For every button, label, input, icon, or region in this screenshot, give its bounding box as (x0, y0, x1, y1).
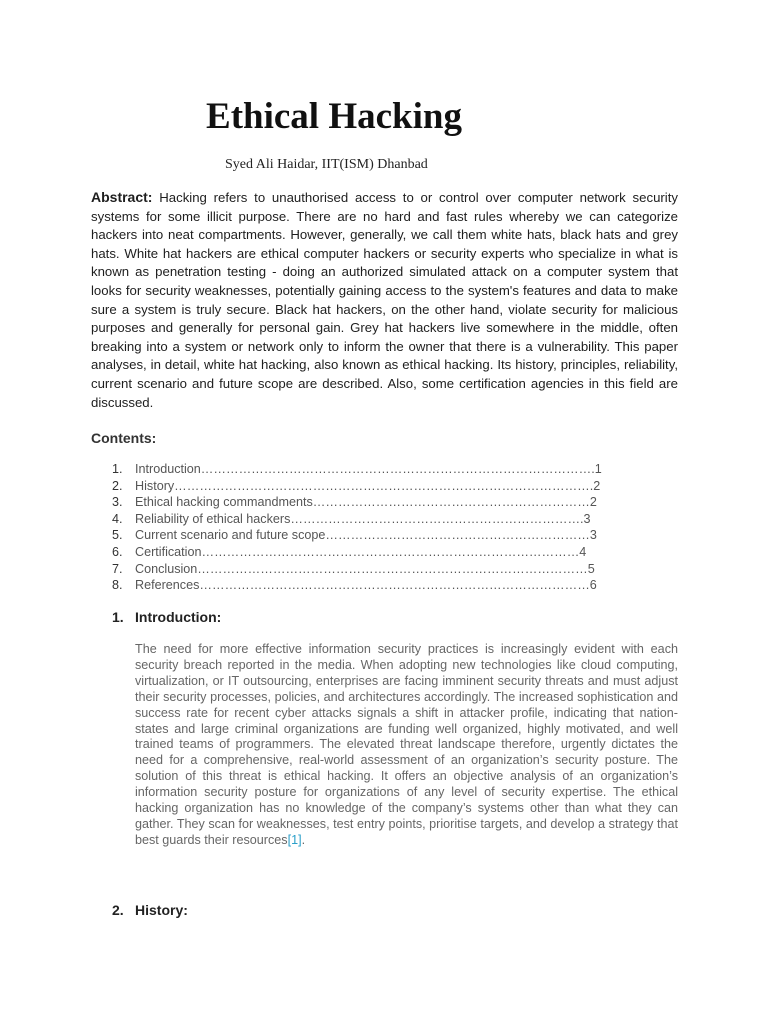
toc-number: 3. (112, 495, 123, 510)
abstract-label: Abstract: (91, 189, 153, 205)
toc-entry: Current scenario and future scope………………………………………………………3 (135, 528, 597, 543)
section-number: 2. (112, 902, 124, 918)
abstract-paragraph (91, 188, 678, 412)
abstract-text: Hacking refers to unauthorised access to or control over computer network security systems for some illicit purpose. There are no hard and fast rules whereby we can categorize hackers into neat compartments. However, generally, we call them white hats, black hats and grey hats. White hat hackers are ethical computer hackers or security experts who specialize in what is known as penetration testing - doing an authorized simulated attack on a computer system that looks for security weaknesses, potentially gaining access to the system's features and data to make sure a system is truly secure. Black hat hackers, on the other hand, violate security for malicious purposes and generally for personal gain. Grey hat hackers live somewhere in the middle, often breaking into a system or network only to inform the owner that there is a vulnerability. This paper analyses, in detail, white hat hacking, also known as ethical hacking. Its history, principles, reliability, current scenario and future scope are described. Also, some certification agencies in this field are discussed. (91, 190, 678, 410)
section-heading-introduction (112, 608, 221, 626)
toc-item-current-scenario (112, 527, 642, 544)
toc-item-history (112, 478, 642, 495)
introduction-paragraph (135, 642, 678, 849)
table-of-contents (112, 461, 642, 594)
toc-number: 4. (112, 511, 123, 526)
contents-heading: Contents: (91, 430, 157, 446)
toc-entry: References…………………………………………………………………………………6 (135, 578, 597, 593)
toc-item-certification (112, 544, 642, 561)
section-title: History: (135, 902, 188, 918)
introduction-text: The need for more effective information security practices is increasingly evident with each security breach reported in the media. When adopting new technologies like cloud computing, virtualization, or IT outsourcing, enterprises are facing imminent security threats and must adjust their security processes, policies, and architectures accordingly. The increased sophistication and success rate for recent cyber attacks signals a shift in attacker profile, indicating that nation-states and large criminal organizations are funding well organized, highly motivated, and well trained teams of programmers. The elevated threat landscape therefore, urgently dictates the need for a comprehensive, real-world assessment of an organization’s security posture. The solution of this threat is ethical hacking. It offers an objective analysis of an organization’s information security posture for organizations of any level of security expertise. The ethical hacking organization has no knowledge of the company’s systems other than what they can gather. They scan for weaknesses, test entry points, prioritise targets, and develop a strategy that best guards their resources (135, 642, 678, 847)
toc-number: 7. (112, 561, 123, 576)
toc-item-commandments (112, 494, 642, 511)
section-title: Introduction: (135, 609, 222, 625)
toc-number: 6. (112, 544, 123, 559)
toc-number: 2. (112, 478, 123, 493)
toc-item-conclusion (112, 561, 642, 578)
author-line: Syed Ali Haidar, IIT(ISM) Dhanbad (225, 157, 428, 172)
toc-entry: Certification………………………………………………………………………………4 (135, 544, 587, 559)
toc-entry: Introduction………………………………………………………………………………….1 (135, 462, 602, 476)
toc-number: 8. (112, 578, 123, 593)
document-title: Ethical Hacking (206, 96, 462, 137)
introduction-end: . (301, 832, 306, 847)
toc-number: 5. (112, 528, 123, 543)
section-heading-history (112, 901, 188, 919)
toc-entry: Reliability of ethical hackers…………………………………………………………….3 (135, 511, 591, 526)
citation-link[interactable]: [1] (287, 832, 302, 847)
toc-item-references (112, 577, 642, 594)
toc-entry: Conclusion…………………………………………………………………………………5 (135, 561, 595, 576)
toc-item-reliability (112, 511, 642, 528)
section-number: 1. (112, 609, 124, 625)
toc-number: 1. (112, 462, 123, 476)
toc-entry: Ethical hacking commandments…………………………………………………………2 (135, 495, 597, 510)
toc-item-introduction (112, 461, 642, 478)
toc-entry: History……………………………………………………………………………………….2 (135, 478, 601, 493)
